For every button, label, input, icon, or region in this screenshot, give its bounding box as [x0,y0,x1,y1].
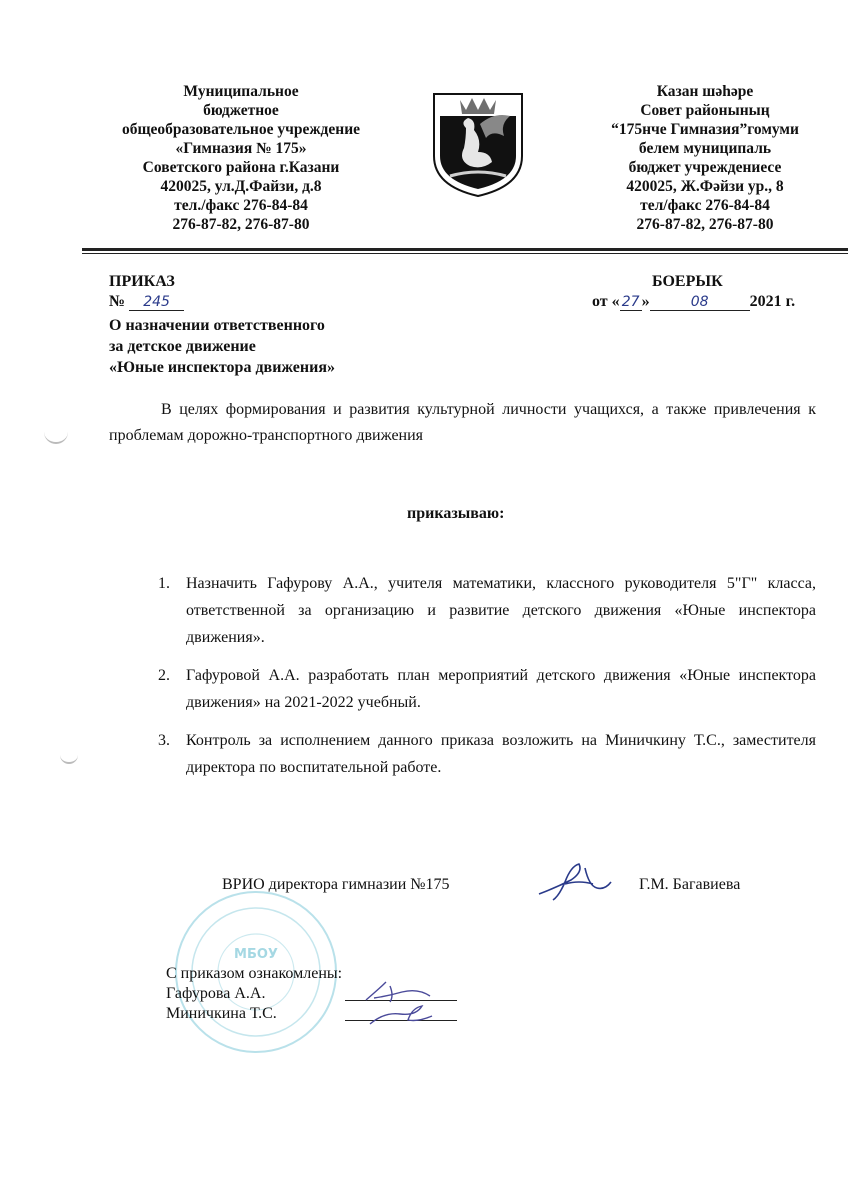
subject-line: О назначении ответственного [109,317,325,334]
acknowledged-title: С приказом ознакомлены: [166,965,343,982]
stamp-text: МБОУ [234,947,278,962]
order-date-year: 2021 г. [749,293,796,310]
order-date-day: 27 [620,294,642,311]
order-number [109,293,184,311]
order-date [592,293,795,311]
header-left-line: тел./факс 276-84-84 [174,197,308,214]
header-right [560,82,849,234]
intro-paragraph: В целях формирования и развития культурной личности учащихся, а также привлечения к проблемам дорожно-транспортного движения [109,401,816,444]
coat-of-arms-icon [430,90,526,198]
list-item [158,727,816,781]
order-title: ПРИКАЗ [109,273,175,290]
header-right-line: белем муниципаль [638,140,772,157]
acknowledged-block [166,964,342,1024]
order-subject [109,315,335,378]
header-right-line: 420025, Ж.Фәйзи ур., 8 [626,178,784,195]
header-left-line: 420025, ул.Д.Файзи, д.8 [160,178,322,195]
header-right-line: Казан шәһәре [656,83,754,100]
header-left-line: Муниципальное [183,83,299,100]
ack-signature-icon [360,978,450,1028]
order-date-prefix: от « [592,293,620,310]
margin-mark [60,746,78,764]
item-number: 3. [158,732,170,749]
header-left-line: общеобразовательное учреждение [121,121,361,138]
director-name: Г.М. Багавиева [639,876,741,893]
order-number-value: 245 [129,294,184,311]
order-date-mid: » [641,293,650,310]
item-number: 1. [158,575,170,592]
header-right-line: Совет районының [640,102,770,119]
director-signature-icon [535,858,615,904]
header-left-line: бюджетное [203,102,279,119]
header-right-line: “175нче Гимназия”гомуми [611,121,799,138]
list-item [158,570,816,651]
header-left-line: 276-87-82, 276-87-80 [172,216,310,233]
margin-mark [44,426,68,444]
header-left-line: Советского района г.Казани [142,159,340,176]
header-divider-thick [82,248,848,251]
header-right-line: тел/факс 276-84-84 [640,197,770,214]
item-text: Назначить Гафурову А.А., учителя математики, классного руководителя 5"Г" класса, ответственной за организацию и развитие детского движения «Юные инспектора движения». [186,575,816,646]
header-left [86,82,396,234]
order-date-month: 08 [650,294,750,311]
order-items [158,570,816,792]
acknowledged-person: Миничкина Т.С. [166,1005,277,1022]
item-number: 2. [158,667,170,684]
order-title-tt: БОЕРЫК [652,273,723,290]
item-text: Контроль за исполнением данного приказа возложить на Миничкину Т.С., заместителя директора по воспитательной работе. [186,732,816,776]
item-text: Гафуровой А.А. разработать план мероприятий детского движения «Юные инспектора движения» на 2021-2022 учебный. [186,667,816,711]
subject-line: за детское движение [109,338,256,355]
header-right-line: 276-87-82, 276-87-80 [636,216,774,233]
director-position: ВРИО директора гимназии №175 [222,876,450,893]
header-right-line: бюджет учреждениесе [628,159,782,176]
list-item [158,662,816,716]
command-word: приказываю: [407,505,505,522]
header-divider-thin [82,253,848,254]
order-number-prefix: № [109,293,126,310]
subject-line: «Юные инспектора движения» [109,359,335,376]
header-left-line: «Гимназия № 175» [175,140,307,157]
acknowledged-person: Гафурова А.А. [166,985,266,1002]
